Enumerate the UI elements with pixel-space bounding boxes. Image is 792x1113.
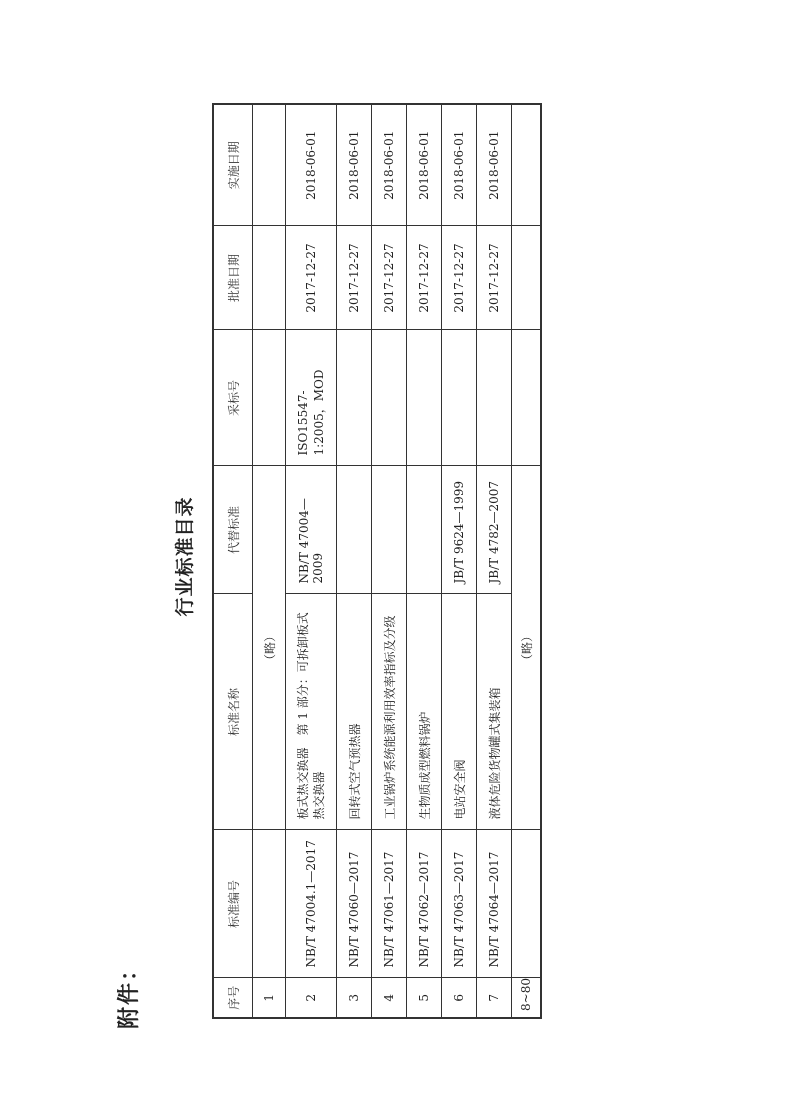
cell-code: NB/T 47062—2017 bbox=[407, 830, 442, 978]
header-name: 标准名称 bbox=[213, 594, 253, 830]
cell-adopted: ISO15547-1:2005，MOD bbox=[286, 330, 337, 466]
cell-effective: 2018-06-01 bbox=[286, 104, 337, 226]
cell-no: 1 bbox=[253, 978, 286, 1018]
table-header-row bbox=[213, 104, 253, 1018]
cell-omitted-note: （略） bbox=[512, 466, 542, 830]
cell-approved: 2017-12-27 bbox=[286, 226, 337, 330]
cell-name: 液体危险货物罐式集装箱 bbox=[477, 594, 512, 830]
cell-code: NB/T 47060—2017 bbox=[337, 830, 372, 978]
cell-name: 回转式空气预热器 bbox=[337, 594, 372, 830]
header-effective: 实施日期 bbox=[213, 104, 253, 226]
table-row bbox=[512, 104, 542, 1018]
cell-no: 8~80 bbox=[512, 978, 542, 1018]
cell-replaces bbox=[407, 466, 442, 594]
cell-effective: 2018-06-01 bbox=[337, 104, 372, 226]
cell-approved: 2017-12-27 bbox=[477, 226, 512, 330]
cell-name: 生物质成型燃料锅炉 bbox=[407, 594, 442, 830]
cell-code: NB/T 47063—2017 bbox=[442, 830, 477, 978]
cell-effective: 2018-06-01 bbox=[372, 104, 407, 226]
attachment-label: 附件： bbox=[117, 956, 142, 1029]
cell-approved: 2017-12-27 bbox=[372, 226, 407, 330]
table-row bbox=[286, 104, 337, 1018]
cell-replaces bbox=[337, 466, 372, 594]
table-row bbox=[477, 104, 512, 1018]
cell-approved: 2017-12-27 bbox=[337, 226, 372, 330]
cell-omitted-note: （略） bbox=[253, 466, 286, 830]
cell-replaces: NB/T 47004—2009 bbox=[286, 466, 337, 594]
cell-adopted bbox=[442, 330, 477, 466]
cell-replaces bbox=[372, 466, 407, 594]
standards-table bbox=[212, 103, 542, 1019]
table-row bbox=[442, 104, 477, 1018]
header-no: 序号 bbox=[213, 978, 253, 1018]
cell-code: NB/T 47004.1—2017 bbox=[286, 830, 337, 978]
cell-code: NB/T 47061—2017 bbox=[372, 830, 407, 978]
cell-no: 2 bbox=[286, 978, 337, 1018]
cell-code: NB/T 47064—2017 bbox=[477, 830, 512, 978]
cell-no: 4 bbox=[372, 978, 407, 1018]
cell-effective: 2018-06-01 bbox=[442, 104, 477, 226]
header-code: 标准编号 bbox=[213, 830, 253, 978]
table-row bbox=[372, 104, 407, 1018]
cell-replaces: JB/T 4782—2007 bbox=[477, 466, 512, 594]
cell-adopted bbox=[407, 330, 442, 466]
cell-no: 6 bbox=[442, 978, 477, 1018]
table-row bbox=[253, 104, 286, 1018]
cell-approved: 2017-12-27 bbox=[442, 226, 477, 330]
cell-adopted bbox=[372, 330, 407, 466]
header-approved: 批准日期 bbox=[213, 226, 253, 330]
cell-adopted bbox=[337, 330, 372, 466]
table-row bbox=[407, 104, 442, 1018]
cell-name: 工业锅炉系统能源利用效率指标及分级 bbox=[372, 594, 407, 830]
cell-name: 板式热交换器 第 1 部分：可拆卸板式热交换器 bbox=[286, 594, 337, 830]
cell-effective: 2018-06-01 bbox=[407, 104, 442, 226]
table-row bbox=[337, 104, 372, 1018]
cell-name: 电站安全阀 bbox=[442, 594, 477, 830]
cell-adopted bbox=[477, 330, 512, 466]
cell-no: 7 bbox=[477, 978, 512, 1018]
cell-no: 5 bbox=[407, 978, 442, 1018]
cell-no: 3 bbox=[337, 978, 372, 1018]
page-title: 行业标准目录 bbox=[174, 496, 196, 617]
header-adopted: 采标号 bbox=[213, 330, 253, 466]
header-replaces: 代替标准 bbox=[213, 466, 253, 594]
cell-replaces: JB/T 9624—1999 bbox=[442, 466, 477, 594]
cell-approved: 2017-12-27 bbox=[407, 226, 442, 330]
cell-effective: 2018-06-01 bbox=[477, 104, 512, 226]
